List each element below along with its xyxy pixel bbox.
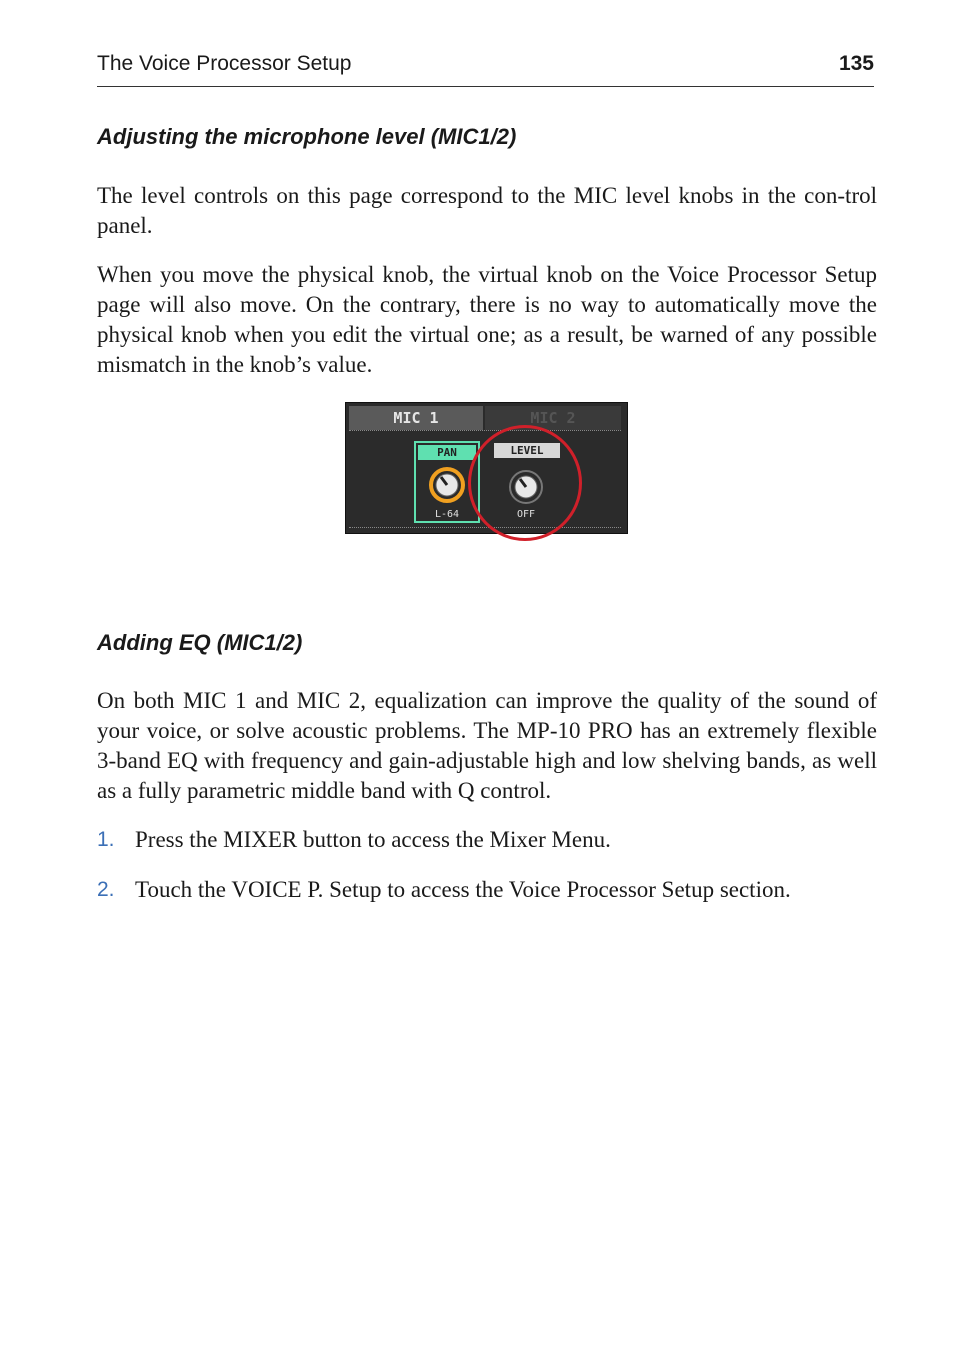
paragraph-physical-knob: When you move the physical knob, the virtual knob on the Voice Processor Setup page will also move. On the contrary, there is no way to automatically move the physical knob when you edit the virtual one; as a result, be warned of any possible mismatch in the knob’s value. [97, 262, 877, 377]
highlight-circle [468, 425, 582, 541]
step-number: 1. [97, 828, 115, 851]
level-value: OFF [516, 509, 536, 520]
divider [349, 527, 621, 528]
running-title: The Voice Processor Setup [97, 52, 352, 75]
section-heading-eq: Adding EQ (MIC1/2) [97, 630, 303, 655]
step-number: 2. [97, 878, 115, 901]
section-heading-mic-level: Adjusting the microphone level (MIC1/2) [97, 124, 517, 149]
pan-knob-icon [427, 465, 467, 505]
page-header [97, 52, 874, 87]
mic-settings-screenshot [345, 402, 628, 534]
tab-mic2: MIC 2 [485, 406, 621, 430]
divider [349, 430, 621, 431]
step-text: Touch the VOICE P. Setup to access the Voice Processor Setup section. [135, 877, 791, 902]
paragraph-eq: On both MIC 1 and MIC 2, equalization can improve the quality of the sound of your voice, or solve acoustic problems. The MP-10 PRO has an extremely flexible 3-band EQ with frequency and gain-adjustable high and low shelving bands, as well as a fully parametric middle band with Q control. [97, 688, 877, 803]
paragraph-level-controls: The level controls on this page correspond to the MIC level knobs in the con-trol panel. [97, 183, 877, 238]
page-number: 135 [838, 52, 874, 75]
tab-mic1: MIC 1 [349, 406, 483, 430]
pan-value: L-64 [434, 509, 460, 520]
level-label: LEVEL [494, 443, 560, 458]
pan-label: PAN [418, 445, 476, 460]
step-text: Press the MIXER button to access the Mixer Menu. [135, 827, 611, 852]
